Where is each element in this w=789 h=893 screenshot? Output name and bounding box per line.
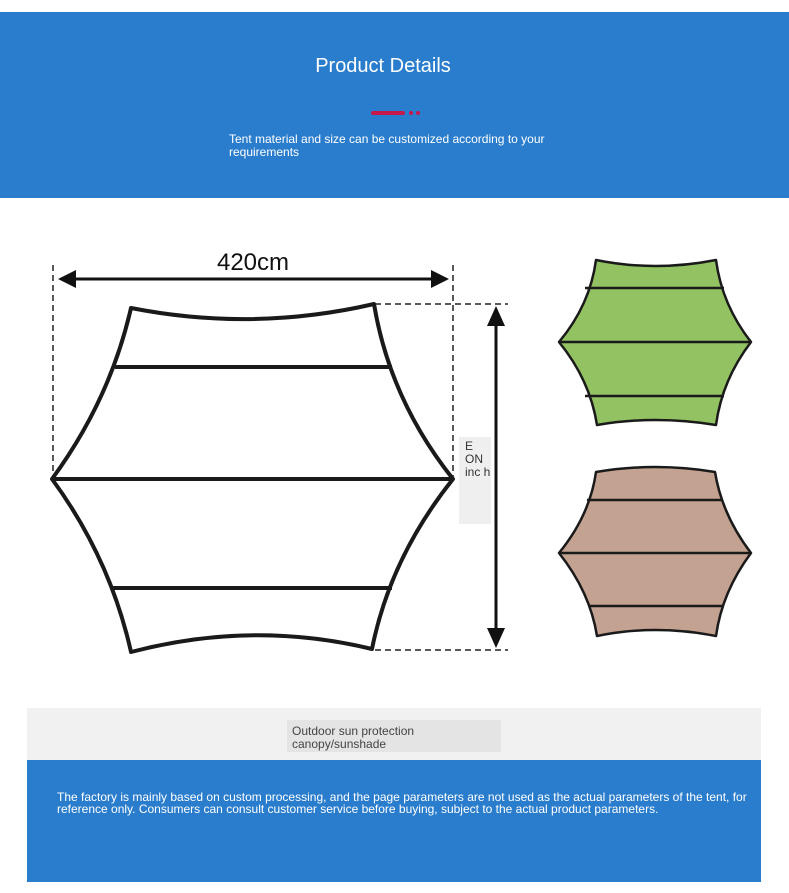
brown-canopy: [559, 467, 751, 636]
width-arrow-head-right: [431, 270, 449, 288]
height-arrow-head-top: [487, 306, 505, 326]
title-divider: [371, 111, 405, 115]
tent-size-diagram: [0, 198, 789, 698]
title-divider-dot: [416, 111, 420, 115]
header-subtitle: Tent material and size can be customized according to your requirements: [229, 132, 545, 159]
title-divider-dot: [409, 111, 413, 115]
page-title: Product Details: [315, 55, 451, 77]
height-label: E ON inc h: [459, 437, 491, 524]
height-arrow-head-bottom: [487, 628, 505, 648]
disclaimer-text: The factory is mainly based on custom processing, and the page parameters are not used as the actual parameters of the tent, for reference only. Consumers can consult customer service before buying, subject to the actual product parameters.: [57, 790, 747, 816]
header-banner: [0, 12, 789, 198]
width-label: 420cm: [216, 249, 290, 276]
footer-banner: [27, 760, 761, 882]
product-caption: Outdoor sun protection canopy/sunshade: [287, 720, 501, 752]
width-arrow-head-left: [58, 270, 76, 288]
